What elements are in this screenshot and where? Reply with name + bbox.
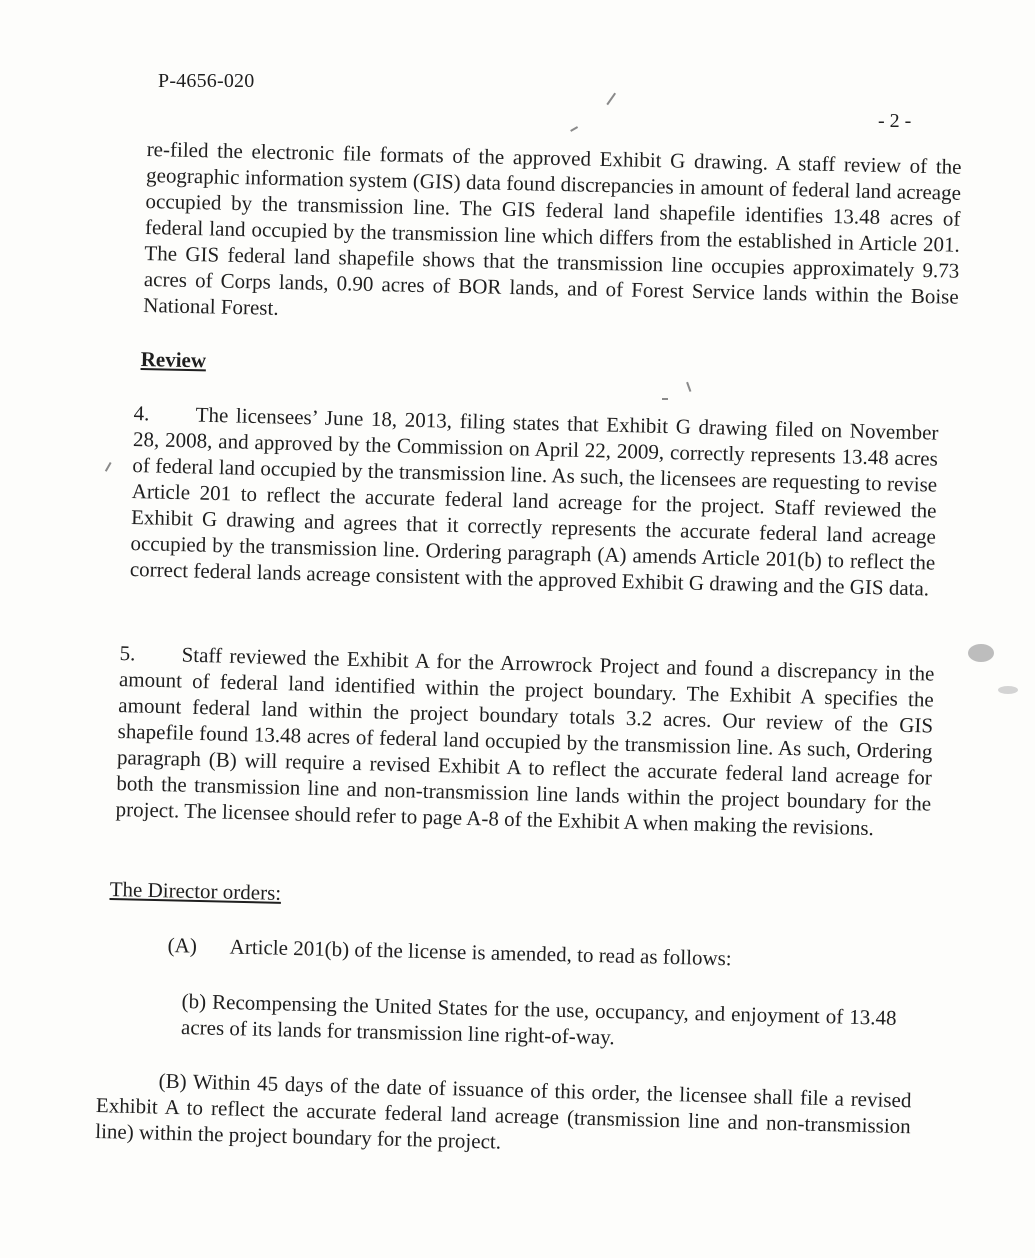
paragraph-4-number: 4. [133, 400, 150, 426]
order-a-quote: (b) Recompensing the United States for the use, occupancy, and enjoyment of 13.48 acres of its lands for transmission line right-of-way. [180, 988, 897, 1050]
director-orders: The Director orders: [109, 877, 282, 905]
paragraph-5-text: Staff reviewed the Exhibit A for the Arrowrock Project and found a discrepancy in the amount of federal land identified within the project boundary. The Exhibit A specifies the amount federal land within the project boundary totals 3.2 acres. Our review of the GIS shapefile found 13.48 acres of federal land occupied by the transmission line. As such, Ordering paragraph (B) will require a revised Exhibit A to reflect the accurate federal land acreage for both the transmission line and non-transmission line lands within the project boundary for the project. The licensee should refer to page A-8 of the Exhibit A when making the revisions. [115, 642, 935, 841]
order-a-text: Article 201(b) of the license is amended, to read as follows: [229, 934, 732, 971]
scan-speck [968, 644, 994, 662]
scan-speck [998, 686, 1018, 694]
pen-mark [662, 398, 668, 400]
paragraph-4 [130, 400, 939, 602]
order-b: (B) Within 45 days of the date of issuance of this order, the licensee shall file a revised Exhibit A to reflect the accurate federal land acreage (transmission line and non-transmission line) within the project boundary for the project. [94, 1068, 912, 1154]
paragraph-5-number: 5. [119, 640, 136, 666]
pen-mark [606, 93, 615, 105]
paragraph-4-text: The licensees’ June 18, 2013, filing states that Exhibit G drawing filed on November 28, 2008, and approved by the Commission on April 22, 2009, correctly represents 13.48 acres of federal land occupied by the transmission line. As such, the licensees are requesting to revise Article 201 to reflect the accurate federal land acreage for the project. Staff reviewed the Exhibit G drawing and agrees that it correctly represents the accurate federal land acreage occupied by the transmission line. Ordering paragraph (A) amends Article 201(b) to reflect the correct federal lands acreage consistent with the approved Exhibit G drawing and the GIS data. [129, 402, 939, 601]
paragraph-5 [115, 640, 934, 843]
order-a [167, 933, 787, 973]
intro-paragraph: re-filed the electronic file formats of the approved Exhibit G drawing. A staff review of the geographic information system (GIS) data found discrepancies in amount of federal land acreage occupied by the transmission line. The GIS federal land shapefile identifies 13.48 acres of federal land occupied by the transmission line which differs from the established in Article 201. The GIS federal land shapefile shows that the transmission line occupies approximately 9.73 acres of Corps lands, 0.90 acres of BOR lands, and of Forest Service lands within the Boise National Forest. [143, 136, 962, 320]
order-a-label: (A) [167, 933, 198, 958]
page-number: - 2 - [878, 110, 912, 132]
pen-mark [105, 462, 111, 471]
review-heading: Review [140, 347, 207, 373]
pen-mark [687, 382, 692, 392]
docket-number: P-4656-020 [158, 70, 255, 92]
pen-mark [570, 126, 578, 131]
